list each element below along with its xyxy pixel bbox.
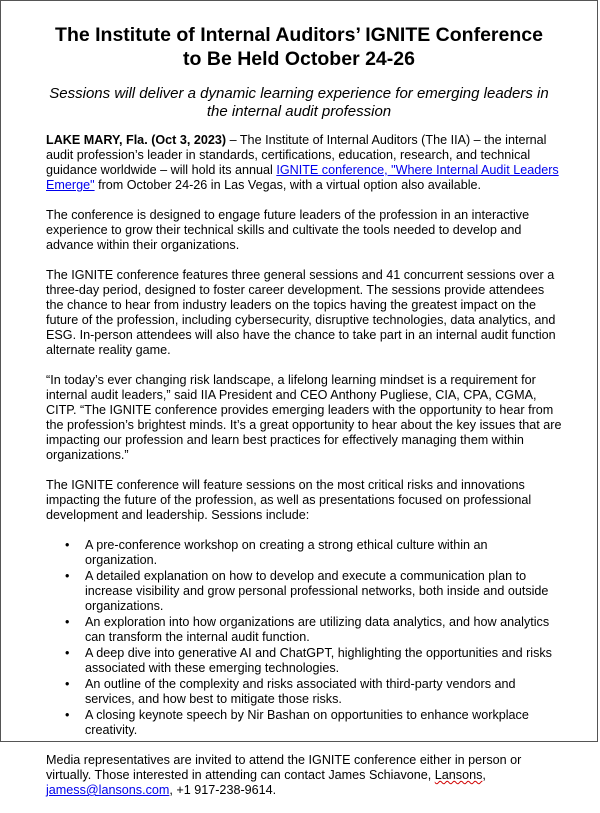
dateline: LAKE MARY, Fla. (Oct 3, 2023) [46, 133, 227, 147]
subheadline [1, 85, 597, 121]
intro-text: – The Institute of Internal Auditors (The IIA) – the internal audit profession’s leader in standards, certifications, education, research, and technical guidance worldwide – will hold its annual [46, 133, 547, 177]
media-contact-text: Media representatives are invited to attend the IGNITE conference either in person or virtually. Those interested in attending can contact James Schiavone, [46, 753, 522, 782]
paragraph-sessions-intro: The IGNITE conference will feature sessions on the most critical risks and innovations impacting the future of the profession, as well as presentations focused on professional development and leadership. Sessions include: [46, 478, 532, 522]
contact-phone: , +1 917-238-9614. [169, 783, 277, 797]
list-item: • A closing keynote speech by Nir Bashan on opportunities to enhance workplace creativity. [46, 708, 563, 738]
ignite-conference-link[interactable]: IGNITE conference, "Where Internal Audit Leaders Emerge" [46, 163, 559, 192]
separator: , [482, 768, 486, 782]
contact-email-link[interactable]: jamess@lansons.com [46, 783, 170, 797]
intro-text-end: from October 24-26 in Las Vegas, with a virtual option also available. [94, 178, 481, 192]
article-body [46, 133, 563, 813]
paragraph-quote: “In today’s ever changing risk landscape, a lifelong learning mindset is a requirement for internal audit leaders,” said IIA President and CEO Anthony Pugliese, CIA, CPA, CGMA, CITP. “The IGNITE conference provides emerging leaders with the opportunity to hear from the profession’s brightest minds. It’s a great opportunity to hear about the key issues that are impacting our profession and learn best practices for effectively managing them within organizations.” [46, 373, 562, 462]
list-item: • A deep dive into generative AI and ChatGPT, highlighting the opportunities and risks associated with these emerging technologies. [46, 646, 563, 676]
subheadline-line-2: the internal audit profession [206, 103, 392, 120]
paragraph-media-contact [46, 753, 563, 798]
sessions-list [46, 538, 563, 738]
headline-line-1: The Institute of Internal Auditors’ IGNITE Conference [55, 24, 543, 46]
headline [1, 23, 597, 71]
headline-line-2: to Be Held October 24-26 [183, 48, 415, 70]
list-item: • A detailed explanation on how to develop and execute a communication plan to increase visibility and grow personal professional networks, both inside and outside organizations. [46, 569, 563, 614]
paragraph-sessions-overview: The IGNITE conference features three general sessions and 41 concurrent sessions over a three-day period, designed to foster career development. The sessions provide attendees the chance to hear from industry leaders on the topics having the greatest impact on the future of the profession, including cybersecurity, disruptive technologies, data analytics, and ESG. In-person attendees will also have the chance to take part in an internal audit function alternate reality game. [46, 268, 556, 357]
subheadline-line-1: Sessions will deliver a dynamic learning experience for emerging leaders in [49, 85, 549, 102]
paragraph-conference-purpose: The conference is designed to engage future leaders of the profession in an interactive experience to grow their technical skills and cultivate the tools needed to develop and advance within their organizations. [46, 208, 530, 252]
list-item: • An exploration into how organizations are utilizing data analytics, and how analytics can transform the internal audit function. [46, 615, 563, 645]
intro-paragraph [46, 133, 563, 193]
list-item: • An outline of the complexity and risks associated with third-party vendors and services, and how best to mitigate those risks. [46, 677, 563, 707]
company-name: Lansons [434, 768, 483, 782]
list-item: • A pre-conference workshop on creating a strong ethical culture within an organization. [46, 538, 563, 568]
